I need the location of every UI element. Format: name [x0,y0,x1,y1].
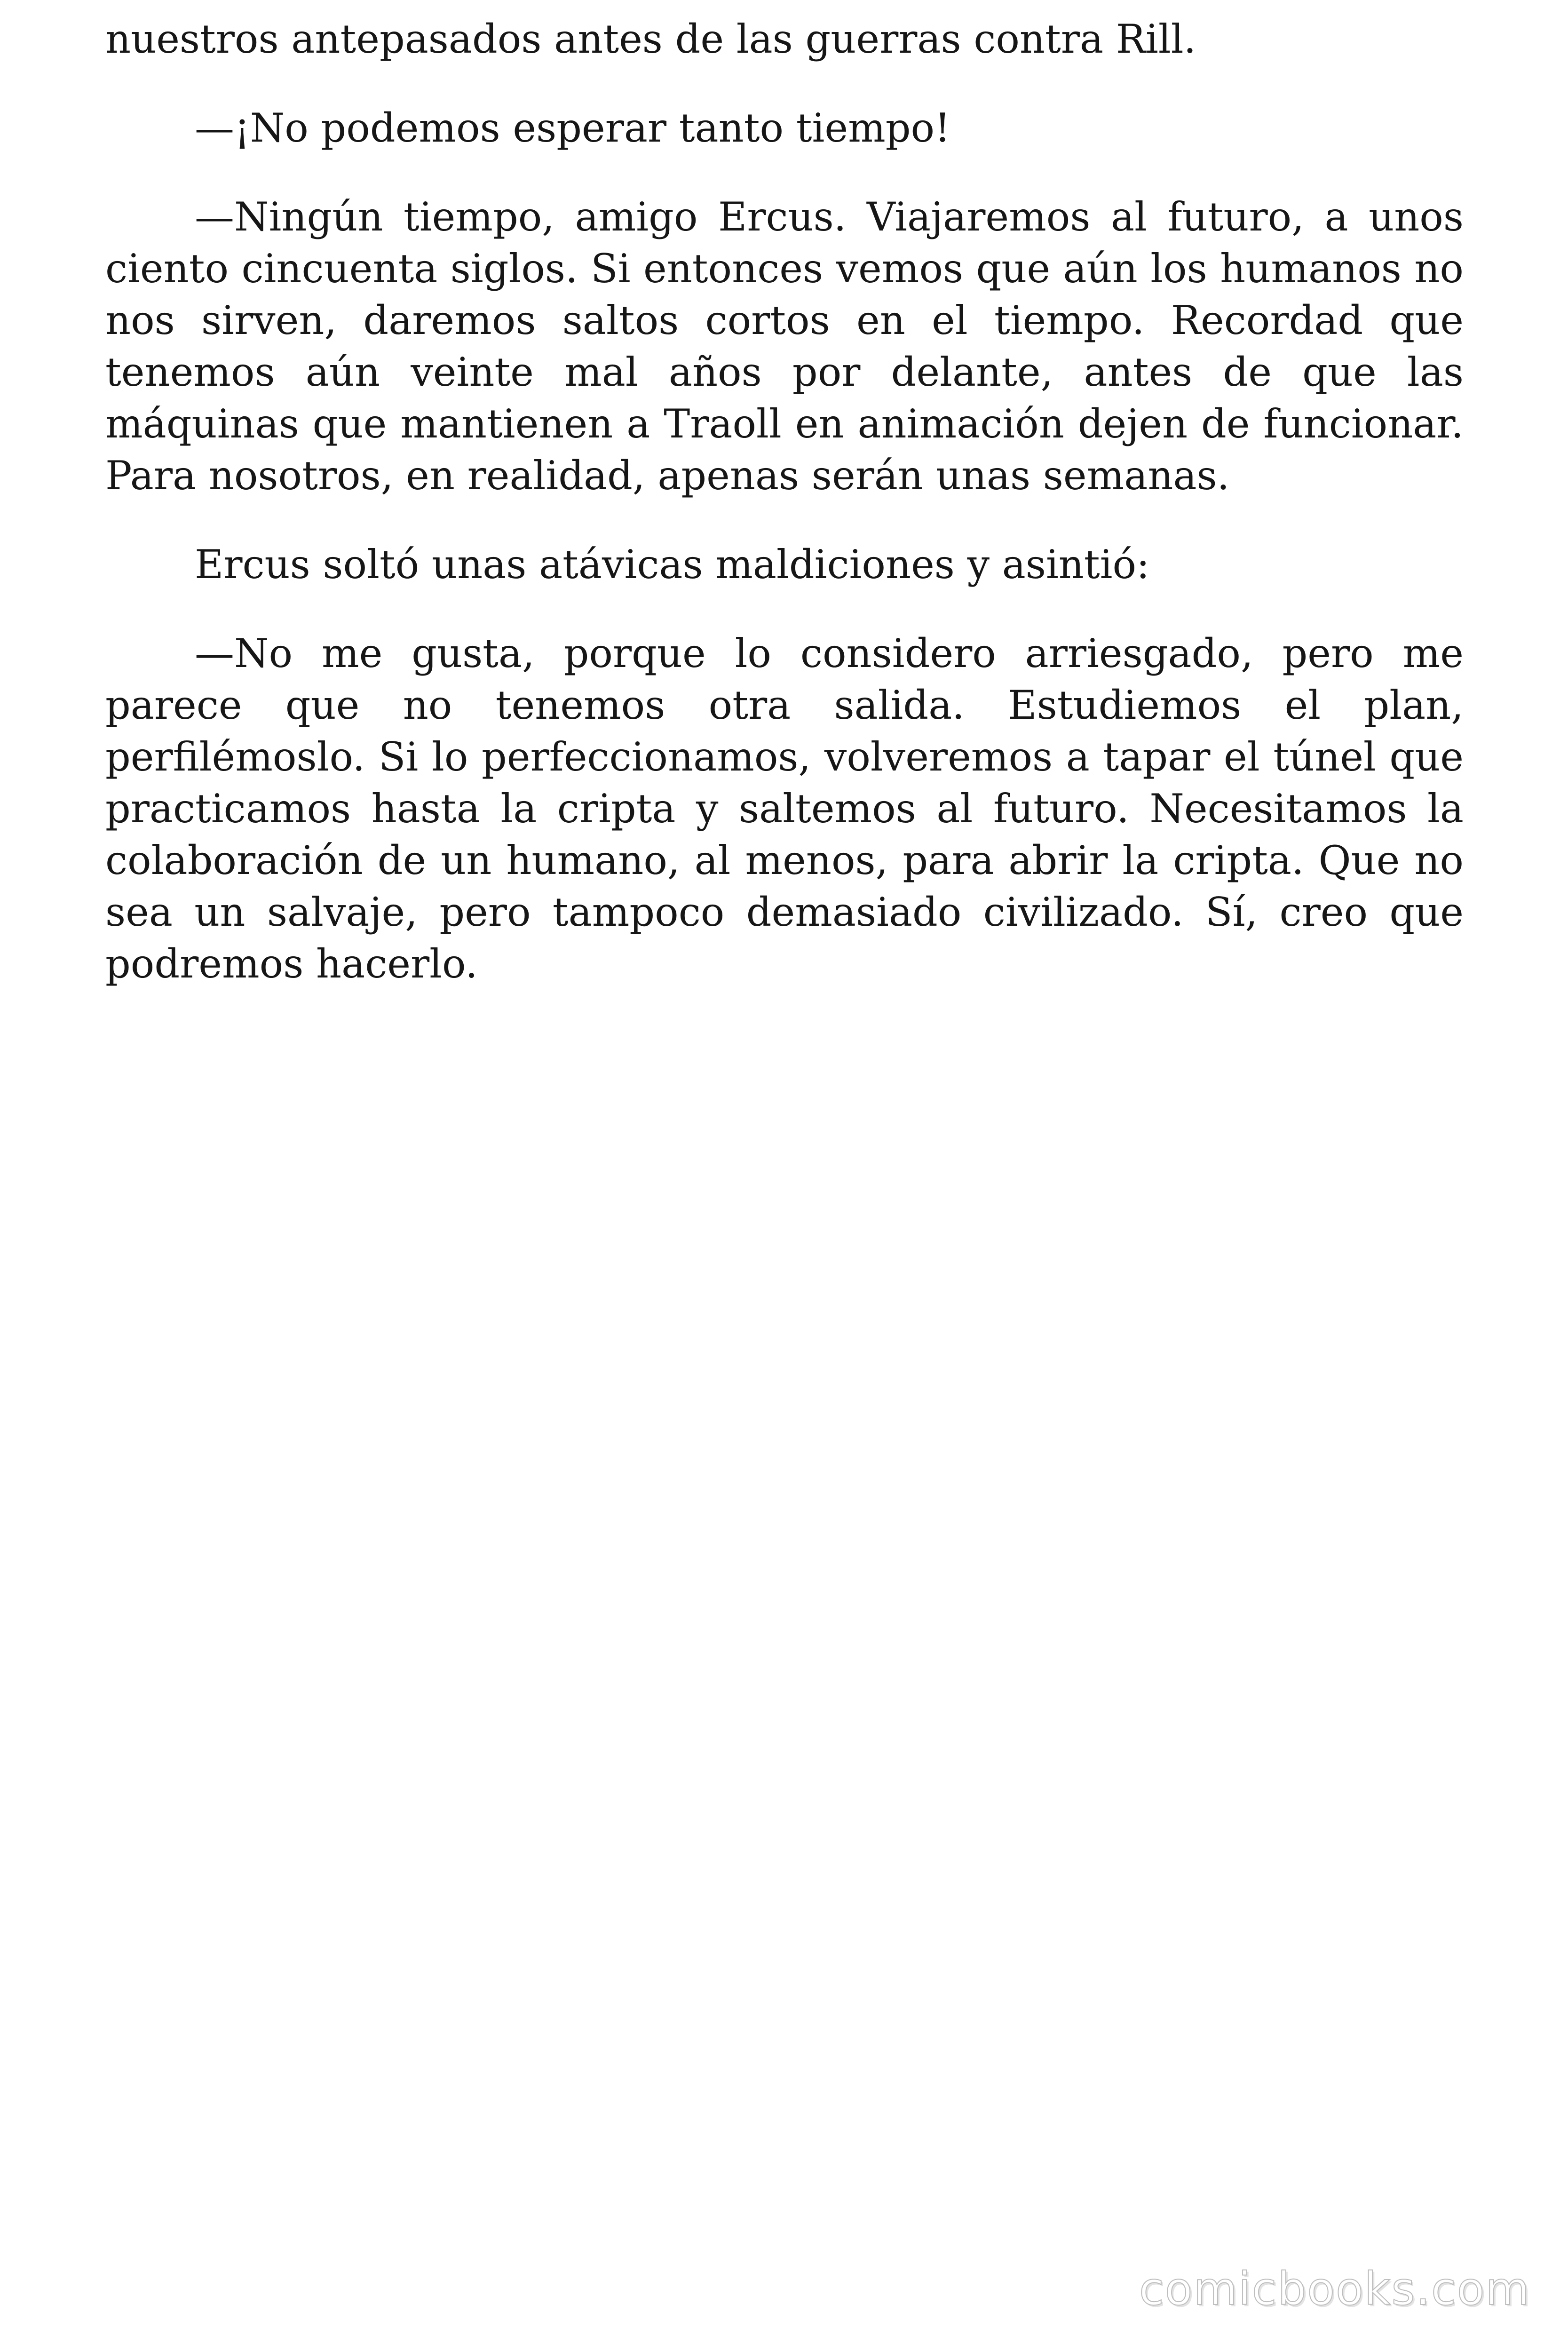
paragraph-dialogue-3: —No me gusta, porque lo considero arriesgado, pero me parece que no tenemos otra salida. Estudiemos el plan, perfilémoslo. Si lo perfeccionamos, volveremos a tapar el túnel que practicamos hasta la cripta y saltemos al futuro. Necesitamos la colaboración de un humano, al menos, para abrir la cripta. Que no sea un salvaje, pero tampoco demasiado civilizado. Sí, creo que podremos hacerlo. [105,630,1464,987]
watermark-logo: comicbooks.com [1139,2263,1530,2315]
paragraph-continuation: nuestros antepasados antes de las guerras contra Rill. [105,16,1196,62]
paragraph-dialogue-2: —Ningún tiempo, amigo Ercus. Viajaremos al futuro, a unos ciento cincuenta siglos. Si entonces vemos que aún los humanos no nos sirven, daremos saltos cortos en el tiempo. Recordad que tenemos aún veinte mal años por delante, antes de que las máquinas que mantienen a Traoll en animación dejen de funcionar. Para nosotros, en realidad, apenas serán unas semanas. [105,194,1464,499]
page-body-text [105,13,1464,1027]
paragraph-dialogue-1: —¡No podemos esperar tanto tiempo! [195,105,950,151]
paragraph-narration: Ercus soltó unas atávicas maldiciones y asintió: [195,541,1150,588]
